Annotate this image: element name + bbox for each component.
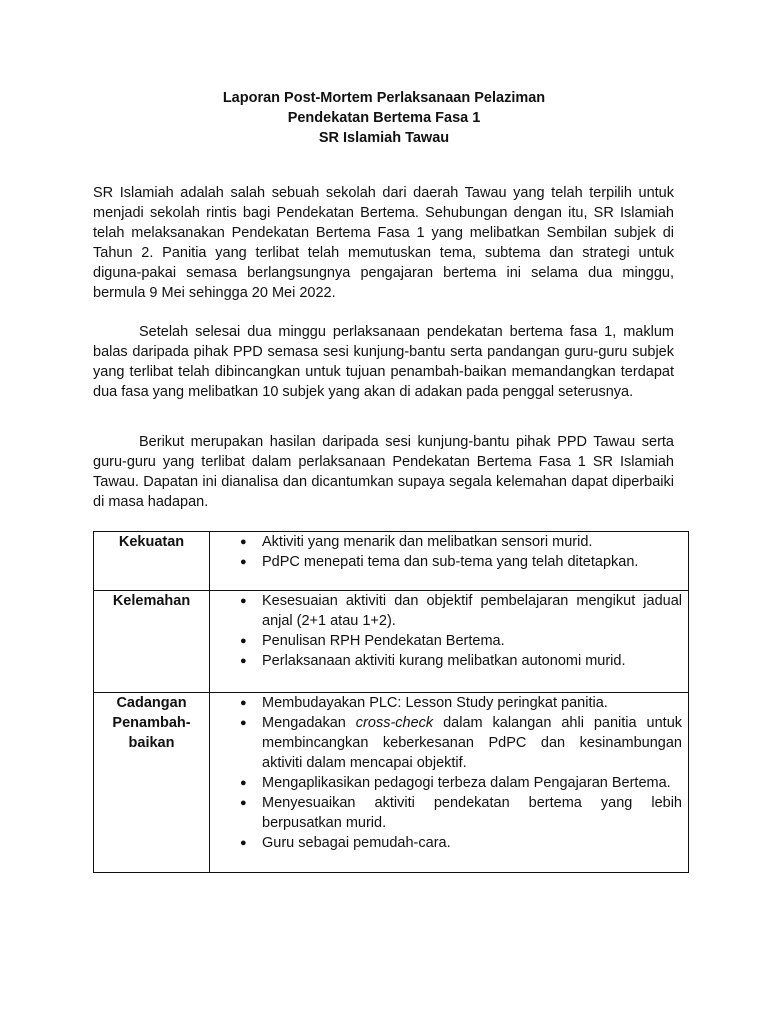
list-cadangan — [210, 693, 682, 853]
list-item-text: Menyesuaikan aktiviti pendekatan bertema yang lebih berpusatkan murid. — [262, 795, 682, 831]
list-kelemahan — [210, 591, 682, 671]
cell-cadangan — [210, 693, 689, 873]
list-kekuatan — [210, 532, 682, 572]
title-line-3: SR Islamiah Tawau — [318, 130, 450, 146]
table-row-kelemahan — [94, 591, 689, 693]
table-row-kekuatan — [94, 532, 689, 591]
list-item-text-post: dalam kalangan ahli panitia untuk membincangkan keberkesanan PdPC dan kesinambungan aktiviti dalam mencapai objektif. — [262, 715, 683, 771]
list-item — [210, 552, 682, 572]
findings-table — [93, 531, 689, 873]
list-item — [210, 693, 682, 713]
label-cadangan-line-2: Penambah- — [112, 715, 191, 731]
bullet-icon: ● — [240, 635, 247, 647]
label-cadangan-line-3: baikan — [128, 735, 175, 751]
list-item-text-italic: cross-check — [355, 715, 434, 731]
cell-kelemahan — [210, 591, 689, 693]
title-line-2: Pendekatan Bertema Fasa 1 — [287, 110, 481, 126]
bullet-icon: ● — [240, 797, 247, 809]
list-item — [210, 833, 682, 853]
title-line-1: Laporan Post-Mortem Perlaksanaan Pelaziman — [222, 90, 546, 106]
list-item — [210, 631, 682, 651]
label-kekuatan: Kekuatan — [94, 532, 210, 591]
list-item-text-pre: Mengadakan — [262, 715, 356, 731]
bullet-icon: ● — [240, 655, 247, 667]
paragraph-findings: Berikut merupakan hasilan daripada sesi kunjung-bantu pihak PPD Tawau serta guru-guru yang terlibat dalam perlaksanaan Pendekatan Bertema Fasa 1 SR Islamiah Tawau. Dapatan ini dianalisa dan dicantumkan supaya segala kelemahan dapat diperbaiki di masa hadapan. — [93, 434, 674, 510]
list-item-text: Guru sebagai pemudah-cara. — [262, 835, 451, 851]
table-row-cadangan — [94, 693, 689, 873]
list-item-text: Aktiviti yang menarik dan melibatkan sensori murid. — [262, 534, 593, 550]
bullet-icon: ● — [240, 536, 247, 548]
list-item-text: Mengaplikasikan pedagogi terbeza dalam Pengajaran Bertema. — [262, 775, 671, 791]
paragraph-intro: SR Islamiah adalah salah sebuah sekolah dari daerah Tawau yang telah terpilih untuk menjadi sekolah rintis bagi Pendekatan Bertema. Sehubungan dengan itu, SR Islamiah telah melaksanakan Pendekatan Bertema Fasa 1 yang melibatkan Sembilan subjek di Tahun 2. Panitia yang terlibat telah memutuskan tema, subtema dan strategi untuk diguna-pakai semasa berlangsungnya pengajaran bertema ini selama dua minggu, bermula 9 Mei sehingga 20 Mei 2022. — [93, 185, 674, 301]
report-title — [0, 88, 768, 148]
list-item — [210, 532, 682, 552]
bullet-icon: ● — [240, 697, 247, 709]
list-item-text: PdPC menepati tema dan sub-tema yang telah ditetapkan. — [262, 554, 639, 570]
list-item — [210, 773, 682, 793]
label-cadangan-line-1: Cadangan — [116, 695, 187, 711]
list-item-text: Penulisan RPH Pendekatan Bertema. — [262, 633, 505, 649]
bullet-icon: ● — [240, 717, 247, 729]
list-item — [210, 713, 682, 773]
list-item — [210, 591, 682, 631]
cell-kekuatan — [210, 532, 689, 591]
bullet-icon: ● — [240, 595, 247, 607]
paragraph-feedback: Setelah selesai dua minggu perlaksanaan pendekatan bertema fasa 1, maklum balas daripada pihak PPD semasa sesi kunjung-bantu serta pandangan guru-guru subjek yang terlibat telah dibincangkan untuk tujuan penambah-baikan memandangkan terdapat dua fasa yang melibatkan 10 subjek yang akan di adakan pada penggal seterusnya. — [93, 324, 674, 400]
bullet-icon: ● — [240, 837, 247, 849]
label-kelemahan: Kelemahan — [94, 591, 210, 693]
list-item-text: Perlaksanaan aktiviti kurang melibatkan autonomi murid. — [262, 653, 626, 669]
list-item-text: Membudayakan PLC: Lesson Study peringkat panitia. — [262, 695, 608, 711]
list-item — [210, 793, 682, 833]
bullet-icon: ● — [240, 556, 247, 568]
list-item-text: Kesesuaian aktiviti dan objektif pembelajaran mengikut jadual anjal (2+1 atau 1+2). — [262, 593, 682, 629]
list-item — [210, 651, 682, 671]
label-cadangan — [94, 693, 210, 873]
bullet-icon: ● — [240, 777, 247, 789]
